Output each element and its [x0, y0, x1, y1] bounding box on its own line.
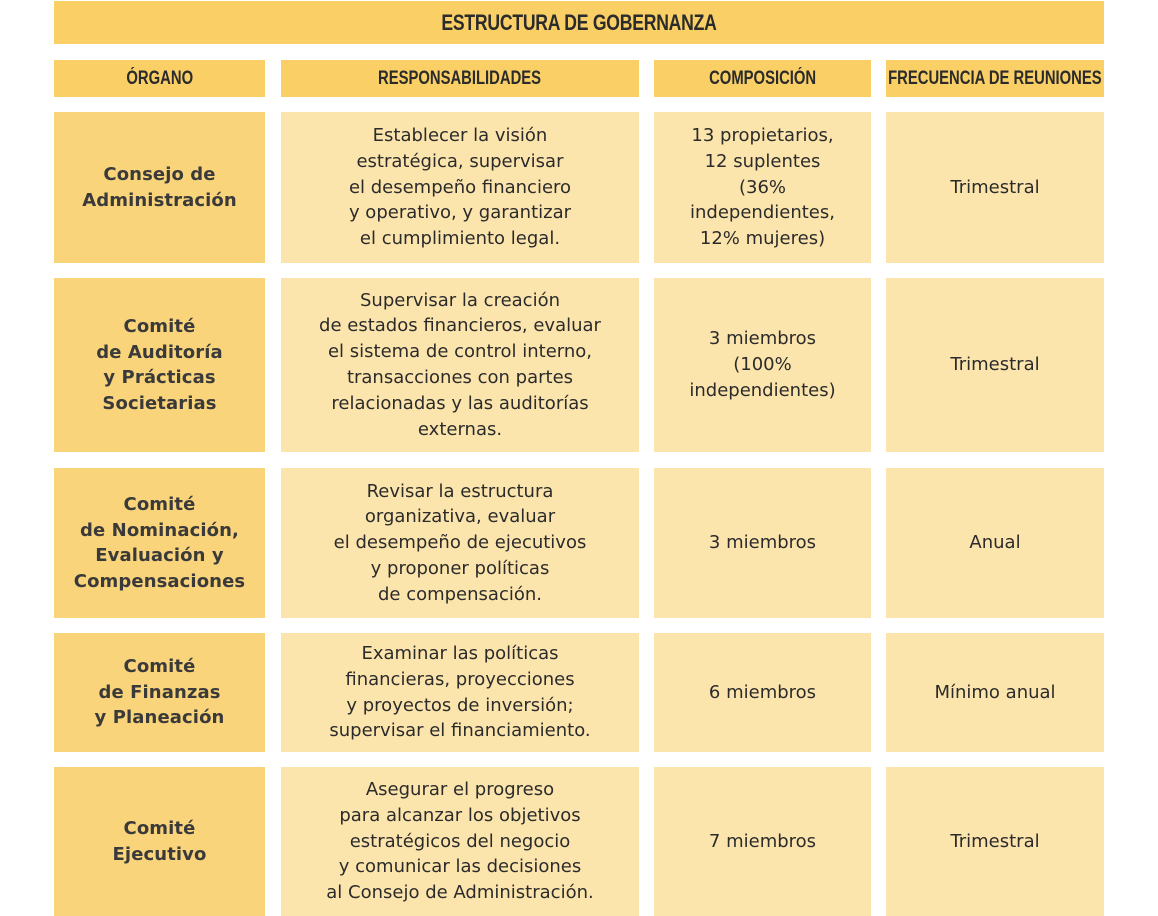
frequency-text: Mínimo anual — [934, 681, 1056, 703]
responsibilities-text: Examinar las políticas financieras, proyecciones y proyectos de inversión; supervisar el financiamiento. — [329, 642, 591, 742]
table-row-frequency-cell — [886, 767, 1104, 916]
header-responsibilities — [281, 60, 639, 97]
table-row-organ-cell — [54, 767, 265, 916]
table-row-responsibilities-cell — [281, 468, 639, 618]
table-row-composition-cell — [654, 278, 871, 452]
table-row-organ-cell — [54, 112, 265, 263]
table-row-composition-cell — [654, 112, 871, 263]
responsibilities-text: Revisar la estructura organizativa, evaluar el desempeño de ejecutivos y proponer políticas de compensación. — [333, 480, 587, 605]
table-row-frequency-cell — [886, 633, 1104, 752]
responsibilities-text: Supervisar la creación de estados financieros, evaluar el sistema de control interno, transacciones con partes relacionadas y las auditorías externas. — [319, 289, 601, 440]
frequency-text: Trimestral — [950, 830, 1040, 852]
frequency-text: Trimestral — [950, 354, 1040, 376]
table-row-responsibilities-cell — [281, 278, 639, 452]
table-row-organ-cell — [54, 468, 265, 618]
header-organ — [54, 60, 265, 97]
composition-text: 7 miembros — [708, 830, 817, 852]
header-frequency-label: FRECUENCIA DE REUNIONES — [888, 67, 1102, 89]
page-title: ESTRUCTURA DE GOBERNANZA — [441, 9, 717, 35]
header-frequency — [886, 60, 1104, 97]
organ-name: Comité de Nominación, Evaluación y Compensaciones — [73, 494, 246, 592]
table-row-organ-cell — [54, 278, 265, 452]
organ-name: Comité Ejecutivo — [112, 818, 207, 865]
frequency-text: Anual — [969, 532, 1021, 554]
table-row-responsibilities-cell — [281, 112, 639, 263]
organ-name: Comité de Finanzas y Planeación — [94, 656, 225, 729]
table-row-composition-cell — [654, 468, 871, 618]
table-row-responsibilities-cell — [281, 767, 639, 916]
table-row-organ-cell — [54, 633, 265, 752]
table-row-frequency-cell — [886, 112, 1104, 263]
organ-name: Consejo de Administración — [82, 164, 237, 211]
composition-text: 6 miembros — [708, 681, 817, 703]
header-composition-label: COMPOSICIÓN — [708, 67, 817, 89]
responsibilities-text: Establecer la visión estratégica, supervisar el desempeño financiero y operativo, y garantizar el cumplimiento legal. — [348, 125, 572, 250]
table-row-frequency-cell — [886, 278, 1104, 452]
table-row-composition-cell — [654, 767, 871, 916]
table-row-responsibilities-cell — [281, 633, 639, 752]
organ-name: Comité de Auditoría y Prácticas Societarias — [96, 316, 223, 414]
composition-text: 13 propietarios, 12 suplentes (36% independientes, 12% mujeres) — [690, 125, 835, 250]
table-row-frequency-cell — [886, 468, 1104, 618]
frequency-text: Trimestral — [950, 176, 1040, 198]
composition-text: 3 miembros — [708, 532, 817, 554]
responsibilities-text: Asegurar el progreso para alcanzar los objetivos estratégicos del negocio y comunicar las decisiones al Consejo de Administración. — [326, 779, 594, 904]
table-row-composition-cell — [654, 633, 871, 752]
header-organ-label: ÓRGANO — [126, 67, 193, 89]
header-composition — [654, 60, 871, 97]
header-responsibilities-label: RESPONSABILIDADES — [378, 67, 542, 89]
table-title-bar — [54, 1, 1104, 44]
composition-text: 3 miembros (100% independientes) — [689, 328, 836, 401]
